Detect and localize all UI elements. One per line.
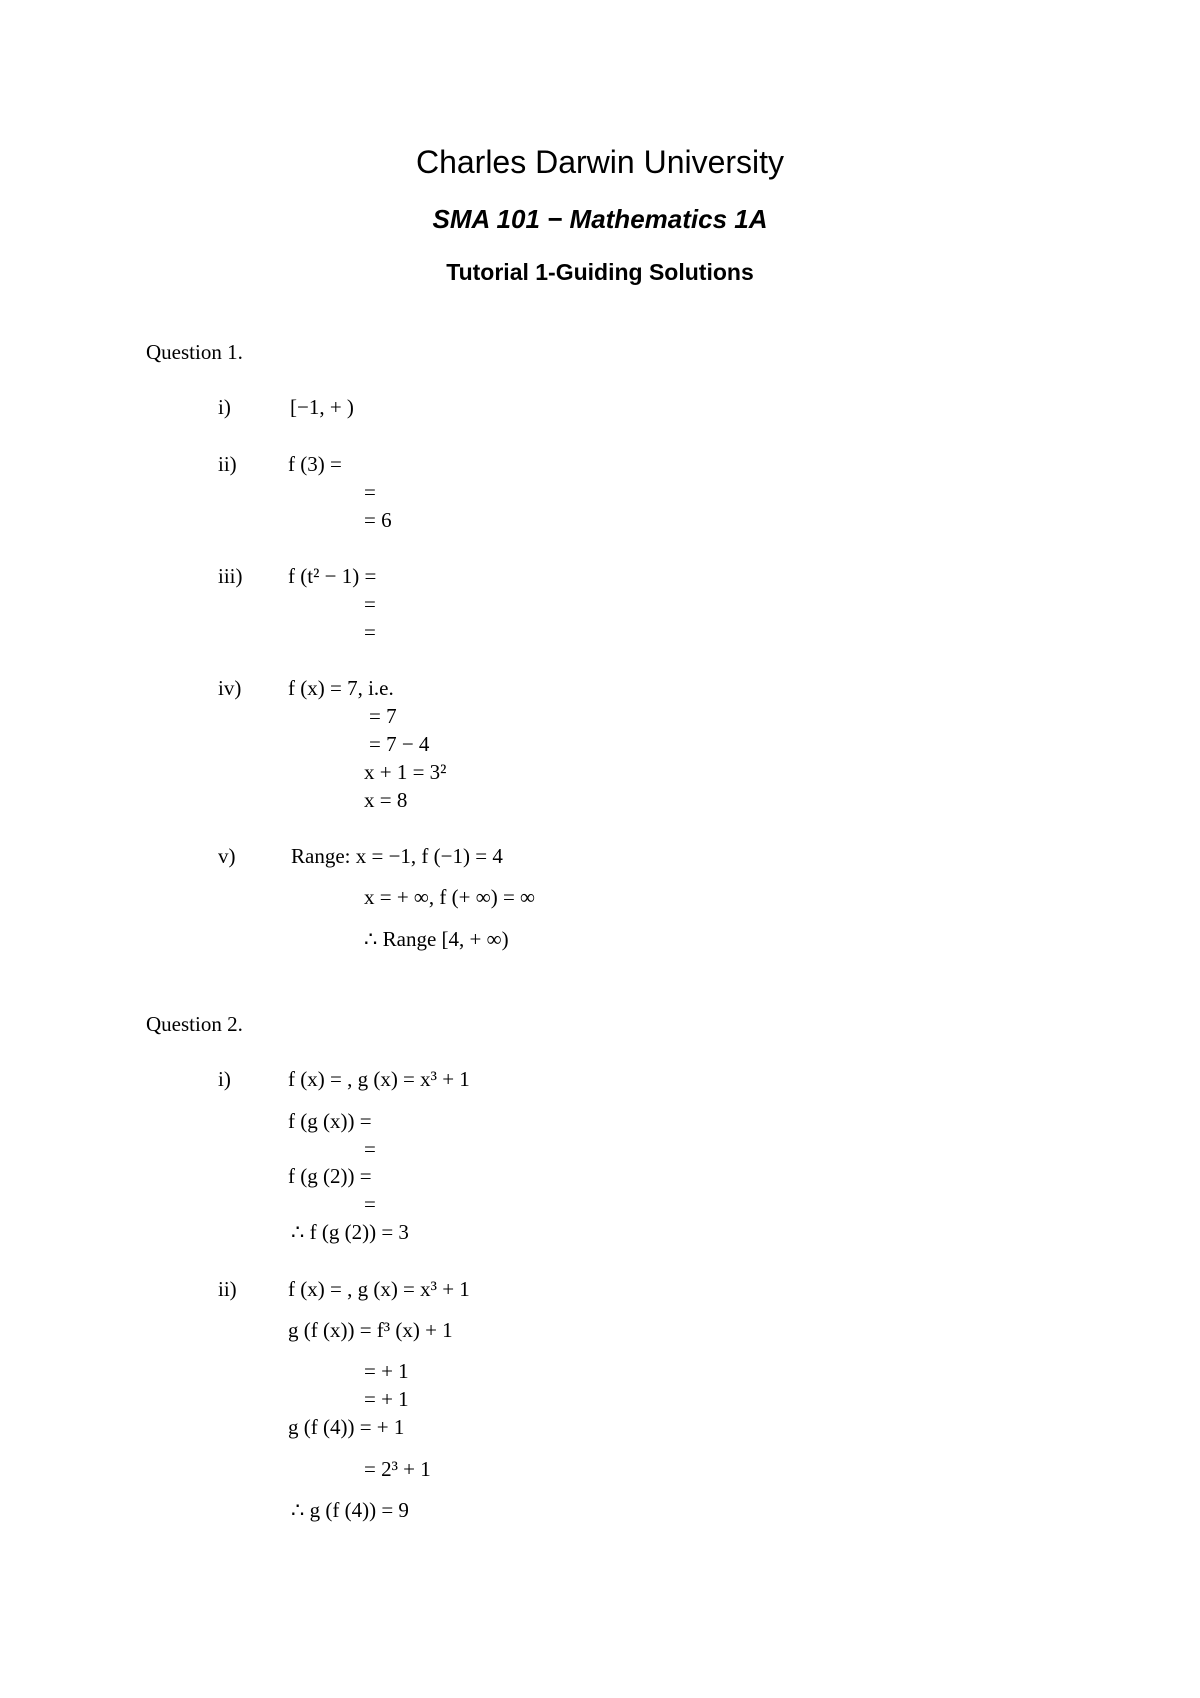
q1-part-iii-line: f (t² − 1) = — [288, 564, 377, 588]
q2-part-i-line: = — [364, 1192, 376, 1216]
q1-part-iii-line: = — [364, 592, 376, 616]
q1-part-iv-line: = 7 — [369, 704, 397, 728]
question-1-heading: Question 1. — [146, 340, 243, 364]
q1-part-ii-line: = 6 — [364, 508, 392, 532]
q2-part-i-line: f (x) = , g (x) = x³ + 1 — [288, 1067, 470, 1091]
university-title: Charles Darwin University — [415, 144, 785, 180]
q2-part-ii-line: g (f (x)) = f³ (x) + 1 — [288, 1318, 453, 1342]
q1-part-iv-label: iv) — [218, 676, 242, 700]
q2-part-i-line: = — [364, 1137, 376, 1161]
tutorial-title: Tutorial 1-Guiding Solutions — [446, 259, 754, 285]
q1-part-i-answer: [−1, + ) — [290, 395, 354, 419]
q2-part-i-line: ∴ f (g (2)) = 3 — [291, 1220, 409, 1244]
q2-part-ii-line: f (x) = , g (x) = x³ + 1 — [288, 1277, 470, 1301]
q1-part-iv-line: x = 8 — [364, 788, 408, 812]
q1-part-iv-line: = 7 − 4 — [369, 732, 430, 756]
q2-part-ii-line: = + 1 — [364, 1387, 409, 1411]
q2-part-ii-line: g (f (4)) = + 1 — [288, 1415, 405, 1439]
q2-part-i-line: f (g (x)) = — [288, 1109, 372, 1133]
q1-part-v-line: ∴ Range [4, + ∞) — [364, 927, 509, 951]
q2-part-ii-line: = + 1 — [364, 1359, 409, 1383]
q2-part-i-label: i) — [218, 1067, 231, 1091]
q2-part-i-line: f (g (2)) = — [288, 1164, 372, 1188]
q2-part-ii-line: ∴ g (f (4)) = 9 — [291, 1498, 409, 1522]
q1-part-v-label: v) — [218, 844, 236, 868]
q1-part-iv-line: f (x) = 7, i.e. — [288, 676, 394, 700]
q1-part-iv-line: x + 1 = 3² — [364, 760, 447, 784]
q1-part-iii-label: iii) — [218, 564, 243, 588]
course-title: SMA 101 − Mathematics 1A — [432, 204, 768, 234]
q1-part-iii-line: = — [364, 620, 376, 644]
q1-part-v-line: Range: x = −1, f (−1) = 4 — [291, 844, 503, 868]
q1-part-ii-line: = — [364, 480, 376, 504]
q1-part-ii-label: ii) — [218, 452, 237, 476]
q2-part-ii-label: ii) — [218, 1277, 237, 1301]
q1-part-ii-line: f (3) = — [288, 452, 342, 476]
q1-part-v-line: x = + ∞, f (+ ∞) = ∞ — [364, 885, 536, 909]
question-2-heading: Question 2. — [146, 1012, 243, 1036]
q2-part-ii-line: = 2³ + 1 — [364, 1457, 431, 1481]
q1-part-i-label: i) — [218, 395, 231, 419]
